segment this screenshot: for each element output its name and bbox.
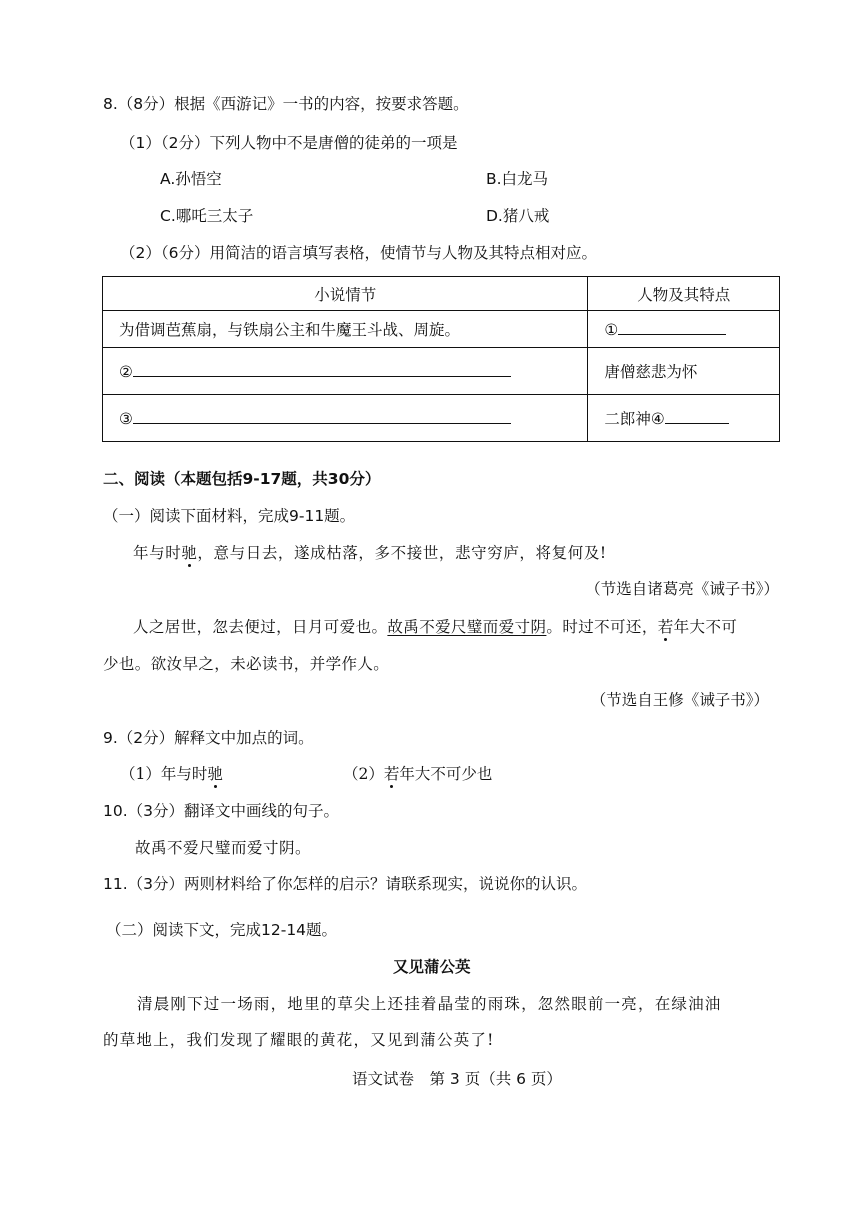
blank-marker: 二郎神④	[604, 410, 665, 428]
part1-instruction: （一）阅读下面材料，完成9-11题。	[103, 507, 356, 525]
underlined-sentence: 故禹不爱尺璧而爱寸阴	[387, 618, 547, 636]
section-title: 二、阅读（本题包括9-17题，共30分）	[103, 470, 381, 488]
blank-marker: ②	[119, 362, 133, 381]
table-cell-char: 唐僧慈悲为怀	[588, 348, 780, 395]
table-cell-plot	[103, 348, 588, 395]
passage2-source: （节选自王修《诫子书》）	[590, 691, 769, 709]
option-d: D.猪八戒	[486, 207, 550, 225]
page-footer: 语文试卷 第 3 页（共 6 页）	[352, 1070, 562, 1088]
dotted-char: 若	[383, 765, 400, 783]
passage2-line1: 人之居世，忽去便过，日月可爱也。故禹不爱尺璧而爱寸阴。时过不可还，若年大不可	[133, 618, 738, 636]
table-cell-char	[588, 395, 780, 442]
q11-stem: 11.（3分）两则材料给了你怎样的启示？请联系现实，说说你的认识。	[103, 875, 588, 893]
table-row	[103, 395, 780, 442]
table-header-character: 人物及其特点	[588, 277, 780, 311]
table-cell-plot: 为借调芭蕉扇，与铁扇公主和牛魔王斗战、周旋。	[103, 311, 588, 348]
article-paragraph-line1: 清晨刚下过一场雨，地里的草尖上还挂着晶莹的雨珠，忽然眼前一亮，在绿油油	[137, 995, 722, 1013]
passage1-text: 年与时驰，意与日去，遂成枯落，多不接世，悲守穷庐，将复何及!	[133, 544, 607, 562]
answer-blank-1[interactable]	[618, 320, 726, 335]
option-c: C.哪吒三太子	[160, 207, 254, 225]
plot-character-table	[102, 276, 780, 442]
q9-stem: 9.（2分）解释文中加点的词。	[103, 729, 314, 747]
option-b: B.白龙马	[486, 170, 549, 188]
q10-sentence: 故禹不爱尺璧而爱寸阴。	[135, 839, 312, 857]
option-a: A.孙悟空	[160, 170, 222, 188]
article-paragraph-line2: 的草地上，我们发现了耀眼的黄花，又见到蒲公英了!	[103, 1031, 495, 1049]
answer-blank-3[interactable]	[133, 409, 511, 424]
q9-item1: （1）年与时驰	[120, 765, 223, 783]
answer-blank-4[interactable]	[665, 409, 729, 424]
part2-instruction: （二）阅读下文，完成12-14题。	[106, 921, 338, 939]
passage1-source: （节选自诸葛亮《诫子书》）	[585, 580, 779, 598]
q9-item2: （2）若年大不可少也	[343, 765, 493, 783]
q10-stem: 10.（3分）翻译文中画线的句子。	[103, 802, 340, 820]
q8-sub1: （1）（2分）下列人物中不是唐僧的徒弟的一项是	[120, 134, 458, 152]
article-title: 又见蒲公英	[393, 958, 471, 976]
dotted-char: 驰	[181, 544, 198, 562]
table-cell-char	[588, 311, 780, 348]
table-row	[103, 348, 780, 395]
answer-blank-2[interactable]	[133, 362, 511, 377]
table-row	[103, 311, 780, 348]
table-header-plot: 小说情节	[103, 277, 588, 311]
q8-stem: 8.（8分）根据《西游记》一书的内容，按要求答题。	[103, 95, 469, 113]
blank-marker: ①	[604, 320, 619, 339]
dotted-char: 驰	[207, 765, 223, 783]
dotted-char: 若	[657, 618, 674, 636]
q8-sub2: （2）（6分）用简洁的语言填写表格，使情节与人物及其特点相对应。	[120, 244, 597, 262]
blank-marker: ③	[119, 409, 133, 428]
passage2-line2: 少也。欲汝早之，未必读书，并学作人。	[103, 655, 390, 673]
table-cell-plot	[103, 395, 588, 442]
